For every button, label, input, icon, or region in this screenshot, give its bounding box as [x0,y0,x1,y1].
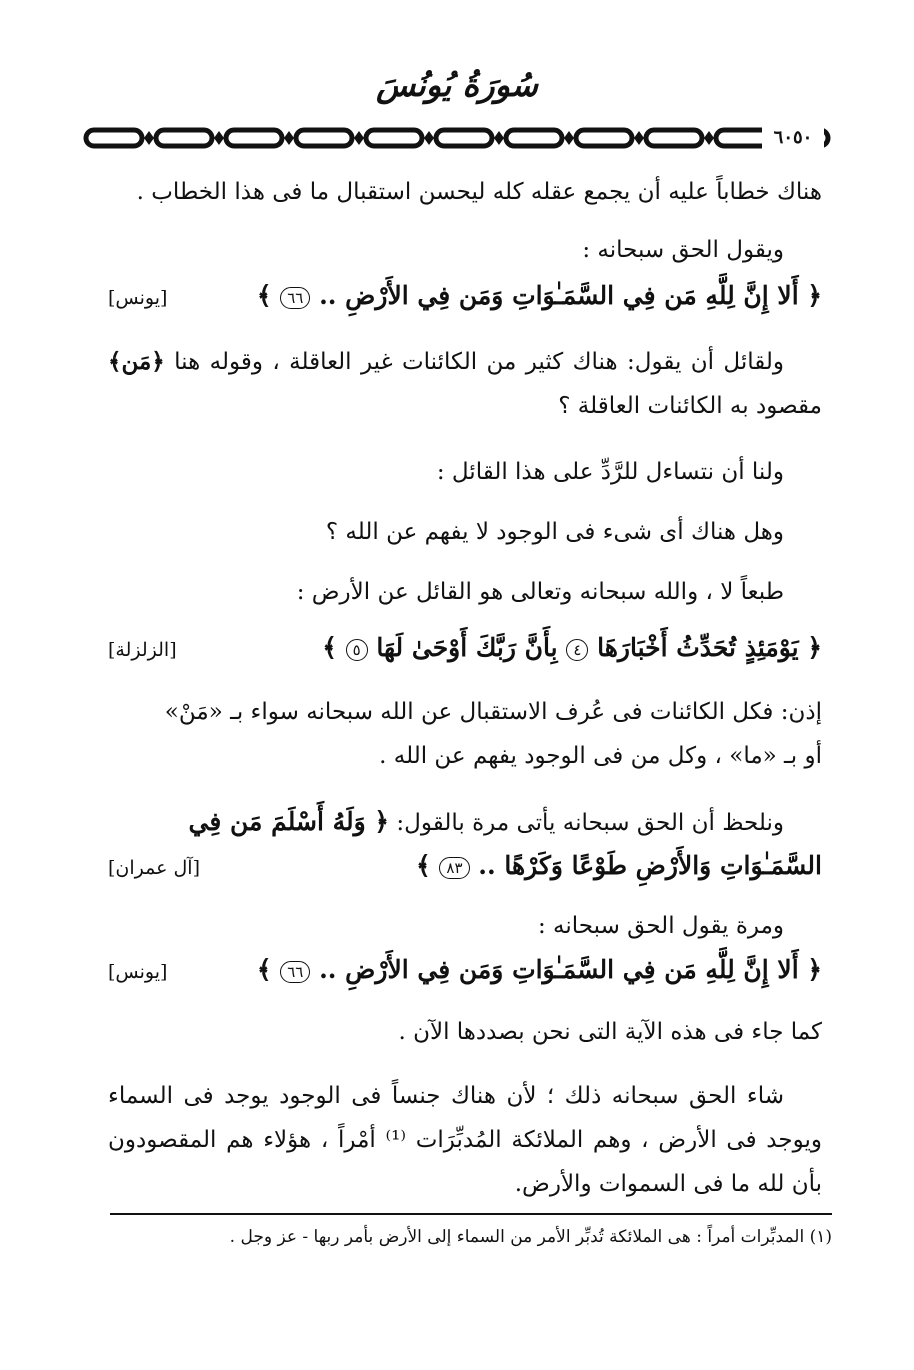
paragraph-3-start: ولقائل أن يقول: هناك كثير من الكائنات غير العاقلة ، وقوله هنا [174,349,785,375]
paragraph-8-reference: [آل عمران] [108,857,200,879]
verse-1 [108,276,822,316]
paragraph-7-line-1: إذن: فكل الكائنات فى عُرف الاستقبال عن الله سبحانه سواء بـ «مَنْ» [164,699,822,725]
paragraph-3-end: مقصود به الكائنات العاقلة ؟ [558,393,822,419]
ayah-number-marker: ٥ [346,639,368,661]
ayah-number-marker: ٨٣ [439,857,469,879]
ornamental-header-band [82,125,832,151]
verse-1-body: ﴿ أَلا إِنَّ لِلَّهِ مَن فِي السَّمَـٰوَاتِ وَمَن فِي الأَرْضِ .. [319,281,822,310]
paragraph-10: كما جاء فى هذه الآية التى نحن بصددها الآن . [398,1019,822,1045]
paragraph-5: وهل هناك أى شىء فى الوجود لا يفهم عن الله ؟ [325,519,784,545]
paragraph-8 [108,800,822,845]
verse-1-text [257,276,822,316]
paragraph-8-start: ونلحظ أن الحق سبحانه يأتى مرة بالقول: [396,810,784,836]
verse-1-reference: [يونس] [108,287,168,309]
verse-2-text [322,628,822,668]
verse-1-close: ﴾ [256,281,272,310]
surah-title: سُورَةُ يُونُسَ [376,66,538,104]
verse-2 [108,628,822,668]
page-number: ٦٠٥٠ [762,127,824,149]
footnote: (١) المدبِّرات أمراً : هى الملائكة تُدبِّر الأمر من السماء إلى الأرض بأمر ربها - عز وجل . [229,1227,832,1247]
verse-2-close: ﴾ [322,633,337,662]
ayah-number-marker: ٤ [566,639,588,661]
paragraph-11: شاء الحق سبحانه ذلك ؛ لأن هناك جنساً فى الوجود يوجد فى السماء ويوجد فى الأرض ، وهم الملائكة المُدبِّرَات ⁽¹⁾ أمْراً ، هؤلاء هم المقصودون بأن لله ما فى السموات والأرض. [108,1083,822,1197]
quoted-word-man: ﴿مَن﴾ [108,348,165,375]
footnote-divider [110,1213,832,1215]
verse-2-body-b: بِأَنَّ رَبَّكَ أَوْحَىٰ لَهَا [376,633,558,662]
paragraph-2: ويقول الحق سبحانه : [582,237,784,263]
paragraph-6: طبعاً لا ، والله سبحانه وتعالى هو القائل عن الأرض : [296,579,784,605]
paragraph-8-verse-b: السَّمَـٰوَاتِ وَالأَرْضِ طَوْعًا وَكَرْهًا .. [478,851,822,880]
verse-3-reference: [يونس] [108,961,168,983]
paragraph-8-verse-text [416,846,822,886]
paragraph-7-line-2: أو بـ «ما» ، وكل من فى الوجود يفهم عن الله . [379,743,822,769]
paragraph-9: ومرة يقول الحق سبحانه : [537,913,784,939]
paragraph-8-verse-a: ﴿ وَلَهُ أَسْلَمَ مَن فِي [188,807,390,836]
verse-3-close: ﴾ [256,955,272,984]
paragraph-7 [108,690,822,778]
paragraph-4: ولنا أن نتساءل للرَّدِّ على هذا القائل : [436,459,784,485]
paragraph-8-verse-line [108,846,822,886]
verse-3 [108,950,822,990]
verse-3-text [257,950,822,990]
paragraph-1: هناك خطاباً عليه أن يجمع عقله كله ليحسن استقبال ما فى هذا الخطاب . [136,179,822,205]
chain-ornament [82,125,832,151]
verse-2-body-a: ﴿ يَوْمَئِذٍ تُحَدِّثُ أَخْبَارَهَا [597,633,822,662]
verse-2-reference: [الزلزلة] [108,639,177,661]
paragraph-3 [108,340,822,428]
ayah-number-marker: ٦٦ [280,961,310,983]
ayah-number-marker: ٦٦ [280,287,310,309]
verse-3-body: ﴿ أَلا إِنَّ لِلَّهِ مَن فِي السَّمَـٰوَاتِ وَمَن فِي الأَرْضِ .. [319,955,822,984]
paragraph-8-verse-close: ﴾ [416,851,431,880]
